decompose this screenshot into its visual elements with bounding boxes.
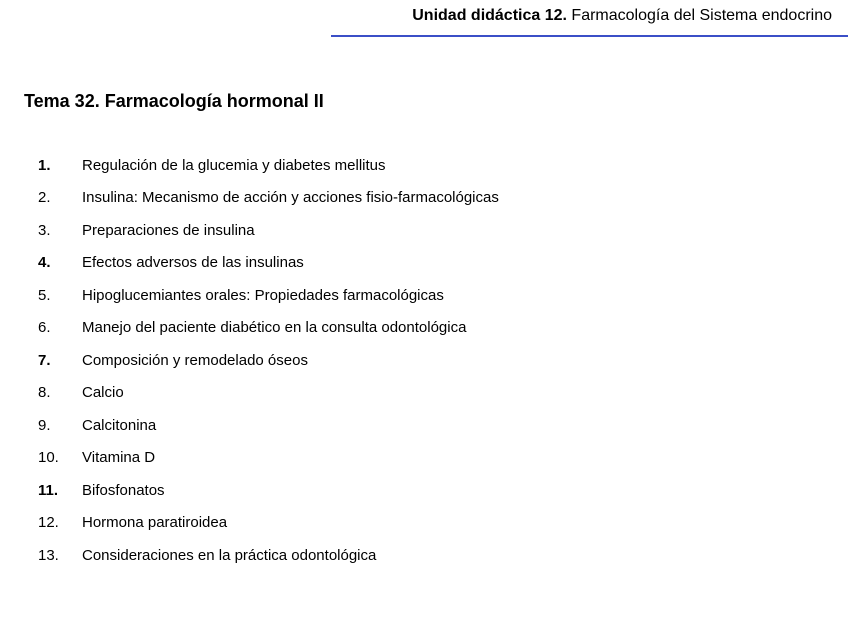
slide-header <box>412 5 832 27</box>
topic-number: 4. <box>38 254 51 272</box>
topic-item <box>38 409 499 442</box>
topic-label: Bifosfonatos <box>82 481 165 499</box>
unit-title: Farmacología del Sistema endocrino <box>571 7 832 24</box>
topic-label: Hipoglucemiantes orales: Propiedades farmacológicas <box>82 286 444 304</box>
topic-item <box>38 279 499 312</box>
topic-number: 13. <box>38 546 59 564</box>
topic-number: 7. <box>38 351 51 369</box>
topic-label: Composición y remodelado óseos <box>82 351 308 369</box>
header-rule <box>331 35 848 37</box>
slide-title: Tema 32. Farmacología hormonal II <box>24 91 324 111</box>
topic-item <box>38 247 499 280</box>
topic-number: 6. <box>38 319 51 337</box>
topic-number: 9. <box>38 416 51 434</box>
topic-item <box>38 214 499 247</box>
topic-list <box>38 149 499 572</box>
topic-item <box>38 377 499 410</box>
topic-label: Regulación de la glucemia y diabetes mellitus <box>82 156 386 174</box>
topic-number: 1. <box>38 156 51 174</box>
topic-item <box>38 312 499 345</box>
topic-label: Insulina: Mecanismo de acción y acciones fisio-farmacológicas <box>82 189 499 207</box>
topic-label: Manejo del paciente diabético en la consulta odontológica <box>82 319 467 337</box>
topic-number: 3. <box>38 221 51 239</box>
topic-number: 10. <box>38 449 59 467</box>
topic-number: 5. <box>38 286 51 304</box>
topic-item <box>38 344 499 377</box>
topic-item <box>38 442 499 475</box>
topic-item <box>38 182 499 215</box>
topic-label: Vitamina D <box>82 449 156 467</box>
topic-label: Efectos adversos de las insulinas <box>82 254 304 272</box>
topic-item <box>38 149 499 182</box>
topic-label: Consideraciones en la práctica odontológica <box>82 546 377 564</box>
unit-label: Unidad didáctica 12. <box>412 7 567 24</box>
topic-number: 11. <box>38 481 59 499</box>
topic-number: 2. <box>38 189 51 207</box>
topic-label: Calcitonina <box>82 416 157 434</box>
topic-number: 8. <box>38 384 51 402</box>
topic-item <box>38 539 499 572</box>
topic-item <box>38 474 499 507</box>
topic-label: Calcio <box>82 384 124 402</box>
topic-label: Preparaciones de insulina <box>82 221 255 239</box>
topic-label: Hormona paratiroidea <box>82 514 228 532</box>
topic-number: 12. <box>38 514 59 532</box>
topic-item <box>38 507 499 540</box>
